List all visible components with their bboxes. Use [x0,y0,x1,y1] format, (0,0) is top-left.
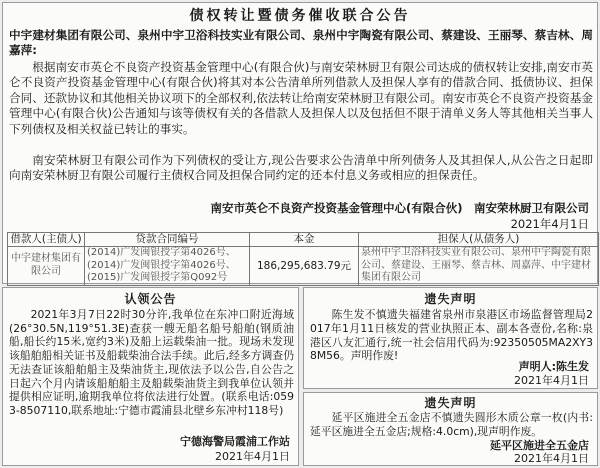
claim-notice-title: 认领公告 [124,292,177,306]
loss-statement-1 [303,287,598,389]
loss-statement-1-title: 遗失声明 [424,292,477,306]
claim-notice [2,287,299,466]
header-borrower: 借款人(主债人) [8,233,85,247]
claim-notice-date: 2021年4月1日 [215,450,290,463]
debt-table-header-row [8,233,599,247]
loss-statement-1-body: 陈生发不慎遗失福建省泉州市泉港区市场监督管理局2017年1月11日核发的营业执照正本、副本各壹份,名称:泉港区八友汇通行,统一社会信用代码为:92350505MA2XY38M56。声明作废! [310,308,593,363]
notice-signers: 南安市英仑不良资产投资基金管理中心(有限合伙) 南安荣林厨卫有限公司 [210,201,589,215]
contract-number: (2014)广发闽银授字第4026号、 [87,247,236,258]
debt-transfer-notice [2,2,598,284]
loss-statement-2-signer: 延平区施进全五金店 [490,439,589,452]
notice-paragraph-2: 南安荣林厨卫有限公司作为下列债权的受让方,现公告要求公告清单中所列债务人及其担保人,从公告之日起即向南安荣林厨卫有限公司履行主债权合同及担保合同约定的还本付息义务或相应的担保责任。 [9,153,593,183]
loss-statement-2 [303,392,598,466]
notice-title: 债权转让暨债务催收联合公告 [189,8,411,24]
notice-addressees: 中宇建材集团有限公司、泉州中宇卫浴科技实业有限公司、泉州中宇陶瓷有限公司、蔡建设、王丽琴、蔡吉林、周嘉萍: [9,28,593,58]
contract-number: (2015)广发闽银授字第Q092号 [87,272,228,283]
loss-statement-1-signer: 声明人:陈生发 [518,360,589,373]
principal-cell: 186,295,683.79元 [250,247,359,286]
header-contract: 贷款合同编号 [85,233,250,247]
claim-notice-body: 2021年3月7日22时30分许,我单位在东冲口附近海域(26°30.5N,119°51.3E)查获一艘无船名船号船舶(钢质油船,船长约15米,宽约3米)及船上运载柴油一批。现场未发现该船舶船相关证书及船载柴油合法手续。此后,经多方调查仍无法查证该船舶船主及柴油货主,现依法予以公告,自公告之日起六个月内请该船舶船主及船载柴油货主到我单位认领并提供相应证明,逾期我单位将依法进行处置。(联系电话:0593-8507110,联系地址:宁德市霞浦县北壁乡东冲村118号) [9,308,294,417]
notice-date: 2021年4月1日 [510,217,589,231]
guarantor-cell: 泉州中宇卫浴科技实业有限公司、泉州中宇陶瓷有限公司、蔡建设、王丽琴、蔡吉林、周嘉萍、中宇建材集团有限公司 [359,247,599,286]
header-principal: 本金 [250,233,359,247]
loss-statement-2-body: 延平区施进全五金店不慎遗失圆形木质公章一枚(内书:延平区施进全五金店;规格:4.0cm),现声明作废。 [310,411,593,438]
borrower-cell: 中宇建材集团有限公司 [8,247,85,286]
contract-cell [85,247,250,286]
loss-statement-2-title: 遗失声明 [424,396,477,410]
loss-statement-1-date: 2021年4月1日 [514,374,589,387]
debt-table-row [8,247,599,286]
contract-number: (2014)广发闽银授字第4026号、 [87,259,236,271]
loss-statement-2-date: 2021年4月1日 [514,452,589,465]
header-guarantor: 担保人(从债务人) [359,233,599,247]
claim-notice-signer: 宁德海警局霞浦工作站 [180,435,290,448]
notice-paragraph-1: 根据南安市英仑不良资产投资基金管理中心(有限合伙)与南安荣林厨卫有限公司达成的债权转让安排,南安市英仑不良资产投资基金管理中心(有限合伙)将其对本公告清单所列借款人及担保人享有的借款合同、抵债协议、担保合同、还款协议和其他相关协议项下的全部权利,依法转让给南安荣林厨卫有限公司。南安市英仑不良资产投资基金管理中心(有限合伙)公告通知与该等债权有关的各借款人及担保人以及包括但不限于清单义务人等其他相关当事人下列债权及相关权益已转让的事实。 [9,60,593,136]
debt-table [7,232,599,286]
